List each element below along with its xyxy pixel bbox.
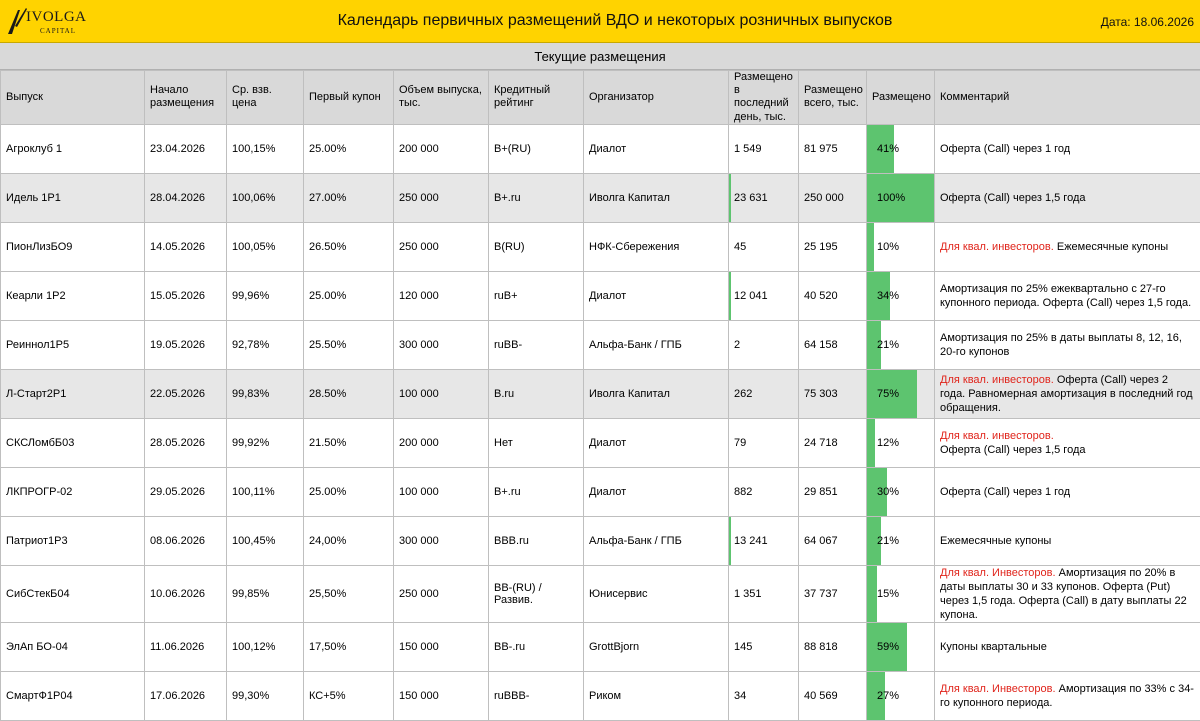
column-header-total: Размещено всего, тыс. <box>799 71 867 125</box>
cell-rating: B(RU) <box>489 222 584 271</box>
column-header-organizer: Организатор <box>584 71 729 125</box>
cell-coupon: 17,50% <box>304 623 394 672</box>
last-day-value: 145 <box>734 641 752 653</box>
cell-issue: СКСЛомбБ03 <box>1 418 145 467</box>
cell-total: 25 195 <box>799 222 867 271</box>
last-day-bar <box>729 174 731 222</box>
column-header-volume: Объем выпуска, тыс. <box>394 71 489 125</box>
cell-coupon: 25.50% <box>304 320 394 369</box>
last-day-value: 1 549 <box>734 143 762 155</box>
placed-percent: 75% <box>872 388 899 400</box>
cell-issue: СибСтекБ04 <box>1 565 145 622</box>
cell-price: 99,83% <box>227 369 304 418</box>
last-day-value: 79 <box>734 437 746 449</box>
cell-organizer: GrottBjorn <box>584 623 729 672</box>
cell-organizer: Риком <box>584 672 729 721</box>
cell-volume: 150 000 <box>394 623 489 672</box>
cell-rating: ruBBB- <box>489 672 584 721</box>
table-row <box>1 271 1200 320</box>
table-row <box>1 516 1200 565</box>
table-row <box>1 623 1200 672</box>
cell-organizer: Иволга Капитал <box>584 369 729 418</box>
report-date: Дата: 18.06.2026 <box>1101 15 1194 29</box>
cell-last-day <box>729 369 799 418</box>
cell-volume: 250 000 <box>394 565 489 622</box>
placed-percent: 41% <box>872 143 899 155</box>
cell-organizer: Юнисервис <box>584 565 729 622</box>
cell-placed <box>867 672 935 721</box>
cell-volume: 250 000 <box>394 222 489 271</box>
cell-rating: B+(RU) <box>489 124 584 173</box>
cell-comment <box>935 623 1200 672</box>
comment-qualified-note: Для квал. Инвесторов. <box>940 567 1056 579</box>
table-body <box>1 124 1200 720</box>
column-header-placed: Размещено <box>867 71 935 125</box>
cell-coupon: 28.50% <box>304 369 394 418</box>
cell-total: 81 975 <box>799 124 867 173</box>
cell-start: 10.06.2026 <box>145 565 227 622</box>
cell-organizer: НФК-Сбережения <box>584 222 729 271</box>
comment-text: Купоны квартальные <box>940 641 1047 653</box>
cell-rating: Нет <box>489 418 584 467</box>
cell-rating: BB-(RU) / Развив. <box>489 565 584 622</box>
cell-comment <box>935 222 1200 271</box>
cell-comment <box>935 369 1200 418</box>
table-row <box>1 222 1200 271</box>
cell-issue: Кеарли 1Р2 <box>1 271 145 320</box>
section-title: Текущие размещения <box>0 43 1200 70</box>
cell-last-day <box>729 124 799 173</box>
comment-text: Оферта (Call) через 1,5 года <box>940 192 1086 204</box>
page-title: Календарь первичных размещений ВДО и некоторых розничных выпусков <box>200 12 1030 30</box>
cell-issue: ПионЛизБО9 <box>1 222 145 271</box>
cell-rating: B.ru <box>489 369 584 418</box>
cell-organizer: Диалот <box>584 124 729 173</box>
cell-rating: ruB+ <box>489 271 584 320</box>
cell-price: 100,11% <box>227 467 304 516</box>
last-day-value: 2 <box>734 339 740 351</box>
cell-total: 64 067 <box>799 516 867 565</box>
table-row <box>1 418 1200 467</box>
cell-total: 64 158 <box>799 320 867 369</box>
page-header <box>0 0 1200 43</box>
table-row <box>1 320 1200 369</box>
cell-comment <box>935 467 1200 516</box>
cell-placed <box>867 124 935 173</box>
cell-rating: ruBB- <box>489 320 584 369</box>
cell-total: 88 818 <box>799 623 867 672</box>
placed-percent: 27% <box>872 690 899 702</box>
comment-qualified-note: Для квал. инвесторов. <box>940 374 1054 386</box>
cell-last-day <box>729 320 799 369</box>
cell-rating: BB-.ru <box>489 623 584 672</box>
table-row <box>1 672 1200 721</box>
cell-start: 29.05.2026 <box>145 467 227 516</box>
cell-price: 100,06% <box>227 173 304 222</box>
column-header-last-day: Размещено в последний день, тыс. <box>729 71 799 125</box>
last-day-value: 45 <box>734 241 746 253</box>
cell-coupon: 25.00% <box>304 271 394 320</box>
cell-total: 24 718 <box>799 418 867 467</box>
placed-percent: 21% <box>872 535 899 547</box>
last-day-value: 34 <box>734 690 746 702</box>
cell-organizer: Диалот <box>584 467 729 516</box>
comment-text: Оферта (Call) через 1,5 года <box>940 444 1086 456</box>
cell-rating: B+.ru <box>489 173 584 222</box>
column-header-start: Начало размещения <box>145 71 227 125</box>
cell-issue: Идель 1Р1 <box>1 173 145 222</box>
table-row <box>1 124 1200 173</box>
cell-placed <box>867 173 935 222</box>
cell-volume: 100 000 <box>394 467 489 516</box>
cell-comment <box>935 672 1200 721</box>
cell-coupon: 25.00% <box>304 124 394 173</box>
cell-start: 23.04.2026 <box>145 124 227 173</box>
cell-issue: ЛКПРОГР-02 <box>1 467 145 516</box>
cell-placed <box>867 418 935 467</box>
comment-text: Ежемесячные купоны <box>940 535 1051 547</box>
cell-comment <box>935 565 1200 622</box>
cell-total: 75 303 <box>799 369 867 418</box>
cell-last-day <box>729 173 799 222</box>
table-row <box>1 565 1200 622</box>
cell-volume: 200 000 <box>394 124 489 173</box>
placed-percent: 100% <box>872 192 905 204</box>
cell-total: 29 851 <box>799 467 867 516</box>
cell-organizer: Альфа-Банк / ГПБ <box>584 320 729 369</box>
comment-qualified-note: Для квал. инвесторов. <box>940 241 1054 253</box>
cell-placed <box>867 271 935 320</box>
cell-last-day <box>729 418 799 467</box>
cell-total: 40 520 <box>799 271 867 320</box>
cell-price: 100,15% <box>227 124 304 173</box>
cell-volume: 200 000 <box>394 418 489 467</box>
table-row <box>1 173 1200 222</box>
cell-placed <box>867 565 935 622</box>
last-day-value: 13 241 <box>734 535 768 547</box>
last-day-value: 12 041 <box>734 290 768 302</box>
cell-last-day <box>729 623 799 672</box>
cell-price: 99,30% <box>227 672 304 721</box>
cell-start: 19.05.2026 <box>145 320 227 369</box>
cell-start: 28.04.2026 <box>145 173 227 222</box>
cell-placed <box>867 516 935 565</box>
cell-last-day <box>729 672 799 721</box>
cell-issue: ЭлАп БО-04 <box>1 623 145 672</box>
cell-issue: Патриот1Р3 <box>1 516 145 565</box>
logo-text: IVOLGA <box>26 9 87 26</box>
placed-percent: 34% <box>872 290 899 302</box>
cell-start: 15.05.2026 <box>145 271 227 320</box>
last-day-bar <box>729 272 731 320</box>
column-header-comment: Комментарий <box>935 71 1200 125</box>
cell-volume: 120 000 <box>394 271 489 320</box>
cell-total: 37 737 <box>799 565 867 622</box>
comment-text: Оферта (Call) через 1 год <box>940 486 1070 498</box>
last-day-value: 882 <box>734 486 752 498</box>
cell-organizer: Альфа-Банк / ГПБ <box>584 516 729 565</box>
last-day-value: 23 631 <box>734 192 768 204</box>
cell-placed <box>867 222 935 271</box>
column-header-rating: Кредитный рейтинг <box>489 71 584 125</box>
comment-text: Амортизация по 33% с 34-го купонного периода. <box>940 683 1194 709</box>
cell-total: 40 569 <box>799 672 867 721</box>
cell-start: 08.06.2026 <box>145 516 227 565</box>
table-row <box>1 369 1200 418</box>
cell-price: 92,78% <box>227 320 304 369</box>
cell-last-day <box>729 467 799 516</box>
cell-price: 100,12% <box>227 623 304 672</box>
cell-coupon: 27.00% <box>304 173 394 222</box>
column-header-issue: Выпуск <box>1 71 145 125</box>
cell-start: 28.05.2026 <box>145 418 227 467</box>
placements-table <box>0 70 1200 721</box>
comment-qualified-note: Для квал. Инвесторов. <box>940 683 1056 695</box>
placed-percent: 12% <box>872 437 899 449</box>
cell-volume: 100 000 <box>394 369 489 418</box>
comment-text: Амортизация по 25% ежеквартально с 27-го купонного периода. Оферта (Call) через 1,5 года. <box>940 283 1191 309</box>
last-day-value: 262 <box>734 388 752 400</box>
cell-volume: 300 000 <box>394 516 489 565</box>
cell-coupon: 25,50% <box>304 565 394 622</box>
table-row <box>1 467 1200 516</box>
comment-qualified-note: Для квал. инвесторов. <box>940 430 1054 442</box>
cell-total: 250 000 <box>799 173 867 222</box>
cell-placed <box>867 623 935 672</box>
cell-placed <box>867 369 935 418</box>
placed-percent: 30% <box>872 486 899 498</box>
cell-price: 99,92% <box>227 418 304 467</box>
cell-volume: 150 000 <box>394 672 489 721</box>
cell-price: 100,05% <box>227 222 304 271</box>
last-day-value: 1 351 <box>734 588 762 600</box>
last-day-bar <box>729 517 731 565</box>
cell-placed <box>867 320 935 369</box>
cell-last-day <box>729 222 799 271</box>
cell-last-day <box>729 271 799 320</box>
comment-text: Амортизация по 20% в даты выплаты 30 и 33 купонов. Оферта (Put) через 1,5 года. Оферта (Call) в дату выплаты 22 купона. <box>940 567 1187 621</box>
cell-issue: СмартФ1Р04 <box>1 672 145 721</box>
bird-icon <box>6 6 28 36</box>
placed-percent: 21% <box>872 339 899 351</box>
cell-last-day <box>729 565 799 622</box>
cell-organizer: Диалот <box>584 271 729 320</box>
cell-comment <box>935 320 1200 369</box>
column-header-coupon: Первый купон <box>304 71 394 125</box>
comment-text: Оферта (Call) через 1 год <box>940 143 1070 155</box>
cell-coupon: 24,00% <box>304 516 394 565</box>
comment-text: Амортизация по 25% в даты выплаты 8, 12, 16, 20-го купонов <box>940 332 1182 358</box>
column-header-price: Ср. взв. цена <box>227 71 304 125</box>
cell-issue: Л-Старт2Р1 <box>1 369 145 418</box>
cell-comment <box>935 271 1200 320</box>
placed-percent: 10% <box>872 241 899 253</box>
comment-text: Оферта (Call) через 2 года. Равномерная амортизация в последний год обращения. <box>940 374 1193 414</box>
logo-subtext: CAPITAL <box>40 27 76 35</box>
cell-start: 22.05.2026 <box>145 369 227 418</box>
placed-percent: 15% <box>872 588 899 600</box>
cell-issue: Реиннол1Р5 <box>1 320 145 369</box>
cell-rating: B+.ru <box>489 467 584 516</box>
cell-organizer: Диалот <box>584 418 729 467</box>
cell-price: 99,96% <box>227 271 304 320</box>
cell-coupon: 21.50% <box>304 418 394 467</box>
cell-price: 99,85% <box>227 565 304 622</box>
cell-coupon: 26.50% <box>304 222 394 271</box>
cell-issue: Агроклуб 1 <box>1 124 145 173</box>
cell-start: 17.06.2026 <box>145 672 227 721</box>
cell-comment <box>935 173 1200 222</box>
cell-start: 14.05.2026 <box>145 222 227 271</box>
table-header-row <box>1 71 1200 125</box>
cell-rating: BBB.ru <box>489 516 584 565</box>
cell-last-day <box>729 516 799 565</box>
ivolga-logo <box>6 6 96 38</box>
cell-organizer: Иволга Капитал <box>584 173 729 222</box>
comment-text: Ежемесячные купоны <box>1054 241 1168 253</box>
cell-price: 100,45% <box>227 516 304 565</box>
cell-comment <box>935 516 1200 565</box>
cell-coupon: КС+5% <box>304 672 394 721</box>
cell-volume: 300 000 <box>394 320 489 369</box>
cell-comment <box>935 124 1200 173</box>
cell-start: 11.06.2026 <box>145 623 227 672</box>
cell-placed <box>867 467 935 516</box>
cell-comment <box>935 418 1200 467</box>
cell-volume: 250 000 <box>394 173 489 222</box>
cell-coupon: 25.00% <box>304 467 394 516</box>
placed-percent: 59% <box>872 641 899 653</box>
